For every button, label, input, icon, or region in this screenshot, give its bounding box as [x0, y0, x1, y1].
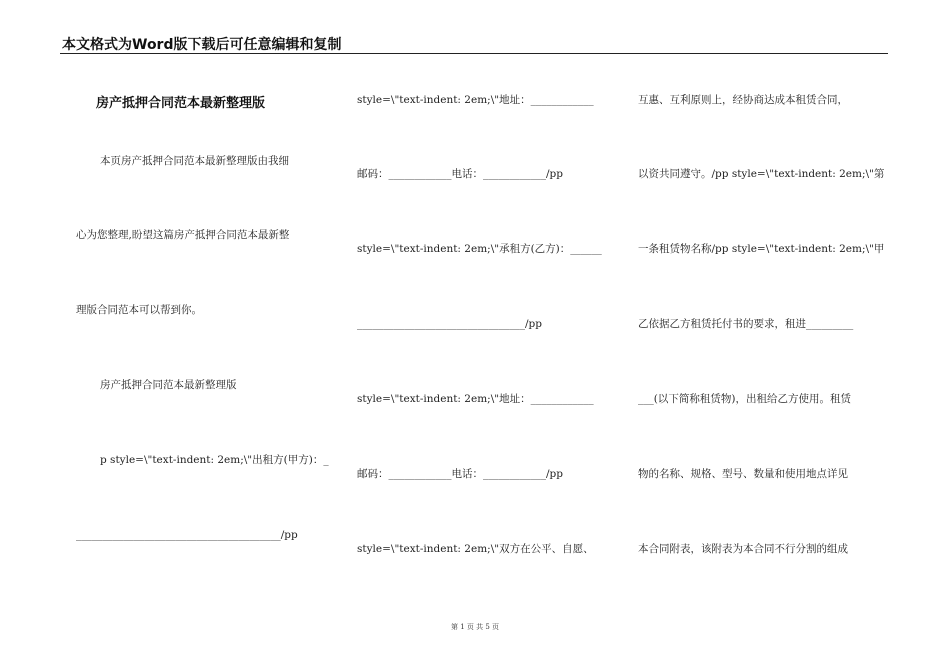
page-header-title: 本文格式为Word版下载后可任意编辑和复制 [62, 37, 342, 53]
paragraph-line: style=\"text-indent: 2em;\"承租方(乙方)：______ [357, 243, 602, 255]
paragraph-line: 以资共同遵守。/pp style=\"text-indent: 2em;\"第 [638, 168, 885, 180]
paragraph-line: 乙依据乙方租赁托付书的要求，租进_________ [638, 318, 854, 330]
page-number-footer: 第 1 页 共 5 页 [450, 623, 500, 631]
paragraph-line: 邮码：____________电话：____________/pp [357, 168, 563, 180]
paragraph-line: style=\"text-indent: 2em;\"地址：____________ [357, 393, 594, 405]
paragraph-line: style=\"text-indent: 2em;\"双方在公平、自愿、 [357, 543, 594, 555]
paragraph-line: 本合同附表，该附表为本合同不行分割的组成 [638, 543, 848, 555]
paragraph-line: 一条租赁物名称/pp style=\"text-indent: 2em;\"甲 [638, 243, 885, 255]
paragraph-line: style=\"text-indent: 2em;\"地址：____________ [357, 94, 594, 106]
paragraph-line: ________________________________/pp [357, 318, 542, 330]
paragraph-line: 房产抵押合同范本最新整理版 [100, 379, 237, 391]
paragraph-line: ___(以下简称租赁物)，出租给乙方使用。租赁 [638, 393, 851, 405]
header-divider [60, 53, 888, 54]
paragraph-line: _______________________________________/pp [76, 529, 298, 541]
paragraph-line: p style=\"text-indent: 2em;\"出租方(甲方)：_ [100, 454, 329, 466]
paragraph-line: 物的名称、规格、型号、数量和使用地点详见 [638, 468, 848, 480]
paragraph-line: 理版合同范本可以帮到你。 [76, 304, 202, 316]
document-title: 房产抵押合同范本最新整理版 [96, 96, 266, 111]
paragraph-line: 心为您整理,盼望这篇房产抵押合同范本最新整 [76, 229, 290, 241]
paragraph-line: 互惠、互利原则上，经协商达成本租赁合同， [638, 94, 848, 106]
paragraph-line: 本页房产抵押合同范本最新整理版由我细 [100, 155, 289, 167]
paragraph-line: 邮码：____________电话：____________/pp [357, 468, 563, 480]
